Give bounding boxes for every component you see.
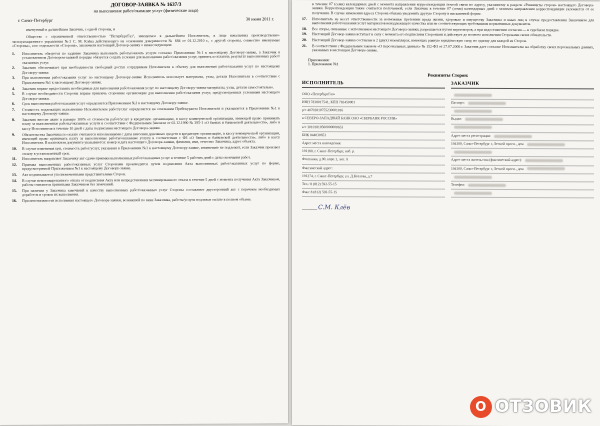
requisite-text: Факс 8 (812) 592-55-15 — [302, 190, 337, 194]
redacted-field — [494, 134, 532, 137]
contract-page-right — [292, 0, 600, 426]
annex-block — [308, 58, 594, 68]
clause-text: Обязательства Заказчика по оплате считаются исполненными с даты внесения денежных средств в кредитную организацию, в кассу коммерческой организации, имеющей право принимать плату за выполненные работы/оказанные услуги в соответствии с ФЗ «О банках и банковской деятельности», либо в кассу Исполнителя. В платежном документе указываются: номер и дата настоящего Договора-заявки, фамилия, имя, отчество Заказчика, адрес объекта. — [22, 131, 280, 146]
requisite-text: Паспорт: — [451, 101, 465, 105]
clause-number: 20. — [302, 38, 312, 42]
annex-item: 1. Приложение №1 — [308, 62, 594, 68]
requisite-text: Фактический адрес: — [302, 166, 333, 170]
clause-text: Приемка выполненных работ/оказанных услуг Сторонами производится путем подписания Акта выполненных работ/оказанных услуг по форме, предусмотренной Приложением №1 к настоящему Договору-заявке. — [22, 161, 280, 171]
redacted-field — [454, 151, 492, 154]
clause-text: Заказчик обеспечивает при необходимости свободный доступ сотрудникам Исполнителя к объекту для выполнения работ/оказания услуг по настоящему Договору-заявке. — [22, 65, 280, 75]
redacted-field — [454, 126, 492, 129]
redacted-field — [465, 118, 503, 121]
requisite-line — [302, 189, 445, 198]
requisite-text: 191274, г. Санкт-Петербург, ул. Д.Козлова, д.7 — [302, 174, 372, 178]
contract-date: 30 июня 2011 г. — [246, 16, 274, 21]
clause-number: 10. — [12, 147, 22, 152]
requisite-text: к/с 30101810500000000653 — [302, 125, 343, 129]
clause-number: 11. — [12, 157, 22, 162]
place-date-row — [12, 16, 280, 23]
requisites-table — [302, 81, 594, 213]
clause-number: 19. — [302, 32, 312, 36]
clause-text: в течение 07 (семи) календарных дней с момента направления корреспонденции почтой связи по адресу, указанному в разделе «Реквизиты сторон» настоящего Договора-заявки. Корреспонденция также считается полученной, если Заказчик в течение 07 (семи) календарных дней с момента направления корреспонденции уклоняется от ее получения. В случае изменения адреса Сторона обязана уведомить другую Сторону в письменной форме. — [312, 2, 594, 17]
clause-item — [12, 131, 280, 147]
redacted-field — [454, 175, 492, 178]
requisite-text: Адрес места жительства (фактический адрес): — [451, 158, 522, 162]
redacted-field — [527, 167, 565, 170]
clause-number: 3. — [12, 76, 22, 81]
clause-text: Все споры, связанные с исполнением настоящего Договора-заявки, разрешаются путем переговоров, а при недостижении согласия — в судебном порядке. — [312, 27, 594, 33]
requisite-text: в СЕВЕРО-ЗАПАДНЫЙ БАНК ОАО «СБЕРБАНК РОССИИ» — [302, 116, 397, 120]
requisite-text: Выдан: — [451, 117, 462, 121]
clause-number: 16. — [12, 199, 22, 204]
requisites-title: Реквизиты Сторон: — [302, 72, 594, 78]
clause-number: 1. — [12, 52, 22, 57]
clause-number: 17. — [302, 17, 312, 21]
clause-number: 7. — [12, 108, 22, 113]
annex-label: Приложения: — [308, 58, 594, 64]
clause-text: Заказчик вносит аванс в размере 100% от стоимости работ/услуг в кредитную организацию, в кассу коммерческой организации, имеющей право принимать плату за выполненные работы/оказанные услуги в соответствии с Федеральным Законом от 02.12.1990 № 395-1 «О банках и банковской деятельности», либо в кассу Исполнителя в течение 10 дней с даты подписания настоящего Договора-заявки. — [22, 116, 280, 131]
clause-text: Настоящий Договор-заявка составлен в 2 (двух) экземплярах, имеющих равную юридическую силу, по одному для каждой из Сторон. — [312, 38, 594, 44]
clause-list-continued — [302, 2, 594, 55]
clause-number: 21. — [302, 44, 312, 48]
intro-parties: Общество с ограниченной ответственностью "ПетербургГаз", именуемое в дальнейшем Исполнитель, в лице начальника производственно-эксплуатационного управления №3 С. М. Клёва действующего на основании доверенности № 684 от 01.12.2010 г., с другой стороны, совместно именуемые «Стороны», а по отдельности «Сторона», заключили настоящий Договор-заявку о нижеследующем: — [12, 34, 280, 49]
requisite-text: БИК 044030653 — [302, 133, 326, 137]
redacted-field — [468, 101, 506, 104]
clause-number: 14. — [12, 178, 22, 183]
executor-signature: С.М. Клёв — [318, 205, 350, 212]
clause-text: Срок выполнения работ/оказания услуг определяется Приложением №1 к настоящему Договору-заявке. — [22, 101, 280, 107]
clause-text: Акт подписывается уполномоченными представителями Сторон. — [22, 171, 280, 177]
clause-number: 12. — [12, 163, 22, 168]
clause-text: Исполнитель обязуется по заданию Заказчика выполнить работы/оказать услуги согласно Приложению №1 к настоящему Договору-заявке, а Заказчик в установленном Договором-заявкой порядке обязуется создать условия для выполнения работ/оказания услуг, принять и оплатить результат выполненных работ/оказанных услуг. — [22, 50, 280, 65]
otzovik-logo-icon: О — [470, 396, 492, 418]
clause-number: 9. — [12, 132, 22, 137]
clause-item — [12, 116, 280, 132]
watermark-text: ОТЗОВИК — [495, 397, 592, 417]
otzovik-watermark — [470, 396, 592, 418]
clause-text: При наличии у Заказчика замечаний к качеству выполненных работ/оказанных услуг Стороны составляют двусторонний акт с перечнем необходимых доработок и сроков их выполнения. — [22, 187, 280, 197]
clause-item — [12, 50, 280, 66]
executor-column — [302, 81, 445, 212]
clause-text: При невозможности исполнения настоящего Договора-заявки, возникшей по вине Заказчика, работы/услуги подлежат оплате в полном объеме. — [22, 197, 280, 203]
clause-list — [12, 50, 280, 204]
requisite-text: ООО «ПетербургГаз» — [302, 92, 335, 96]
requisite-text: Тел./ 8 (812) 592-55-15 — [302, 182, 337, 186]
executor-heading: ИСПОЛНИТЕЛЬ — [302, 81, 445, 89]
clause-number: 8. — [12, 118, 22, 123]
customer-heading: ЗАКАЗЧИК — [451, 82, 594, 90]
requisite-line — [451, 190, 594, 199]
clause-item — [12, 197, 280, 204]
contract-page-left — [0, 0, 288, 425]
requisite-text: 194100, Санкт-Петербург г, Лесной просп., дом — [451, 166, 524, 170]
requisite-text: 194100, Санкт-Петербург г, Лесной просп., дом — [451, 142, 524, 146]
clause-text: Исполнитель не несет ответственности за возможные претензии вреда жизни, здоровью и имуществу Заказчика и иных лиц в случае предоставления Заказчиком для выполнения работ/оказания услуг материалов ненадлежащего качества или не соответствующих требованиям нормативных документов. — [312, 17, 594, 27]
clause-number: 18. — [302, 27, 312, 31]
requisite-text: Фонтанки, д.90, корп.1, лит. А — [302, 158, 348, 162]
requisite-text: Адрес места нахождения: — [302, 141, 341, 145]
clause-number: 4. — [12, 86, 22, 91]
clause-item — [302, 2, 594, 18]
redacted-field — [454, 192, 492, 195]
clause-number: 13. — [12, 173, 22, 178]
contract-title: ДОГОВОР-ЗАЯВКА № 1637/3 — [12, 1, 280, 9]
executor-signature-line: ________ С.М. Клёв — [302, 206, 445, 213]
clause-text: В случае необходимости Стороны вправе привлечь сторонние организации для выполнения работ/оказания услуг, предусмотренных условиями настоящего Договора-заявки. — [22, 90, 280, 100]
clause-text: Заказчик вправе предоставить необходимые для выполнения работ/оказания услуг по настоящему Договору-заявке материалы, узлы, детали самостоятельно. — [22, 85, 280, 91]
clause-number: 2. — [12, 66, 22, 71]
customer-column — [451, 82, 594, 213]
clause-text: При выполнении работ/оказании услуг по настоящему Договору-заявке Исполнитель использует материалы, узлы, детали Исполнителя в соответствии с Приложением №1 к настоящему Договору-заявке. — [22, 75, 280, 85]
clause-text: В случае изменения цен, стоимость работ/услуг, указанная в Приложении №1 к настоящему Договору-заявке, изменению не подлежит, если Заказчик произвел оплату в установленный срок. — [22, 145, 280, 155]
requisite-text: Телефон: — [451, 183, 465, 187]
clause-number: 6. — [12, 102, 22, 107]
redacted-field — [525, 159, 563, 162]
clause-text: Стоимость подлежащих выполнению Исполнителем работ/услуг определяется на основании Прейскуранта Исполнителя и указывается в Приложении №1 к настоящему Договору-заявке. — [22, 106, 280, 116]
clause-number: 15. — [12, 189, 22, 194]
requisite-text: 191180, г. Санкт-Петербург, наб. р. — [302, 149, 355, 153]
contract-subtitle: на выполнение работ/оказание услуг (физические лица) — [12, 7, 280, 14]
intro-customer: именуемый в дальнейшем Заказчик, с одной стороны, и — [12, 26, 280, 32]
clause-text: Исполнитель направляет Заказчику акт сдачи-приемки выполненных работ/оказанных услуг в течение 5 рабочих дней с даты окончания работ. — [22, 155, 280, 161]
requisite-text: р/с 40702810755230001016 — [302, 108, 343, 112]
requisite-text: ИНН 7838017541, КПП 783450001 — [302, 100, 355, 104]
clause-item — [302, 44, 594, 55]
contract-city: г. Санкт-Петербург — [18, 18, 53, 23]
clause-text: В соответствии с Федеральным законом «О персональных данных» № 152-ФЗ от 27.07.2006 г. Заказчик дает согласие Исполнителю на обработку своих персональных данных, указанных в настоящем Договоре-заявке. — [312, 44, 594, 54]
clause-number: 5. — [12, 92, 22, 97]
clause-text: Настоящий Договор-заявка вступает в силу с момента его подписания Сторонами и действует до полного исполнения Сторонами своих обязательств. — [312, 32, 594, 38]
requisite-text: Адрес места регистрации: — [451, 134, 491, 138]
redacted-field — [468, 184, 506, 187]
redacted-field — [454, 93, 492, 96]
redacted-field — [454, 110, 492, 113]
redacted-field — [527, 143, 565, 146]
clause-text: В случае немотивированного отказа от подписания Акта или непредставления мотивированного отказа в течение 5 дней с момента получения Акта Заказчиком, работы считаются принятыми Заказчиком без замечаний. — [22, 177, 280, 187]
